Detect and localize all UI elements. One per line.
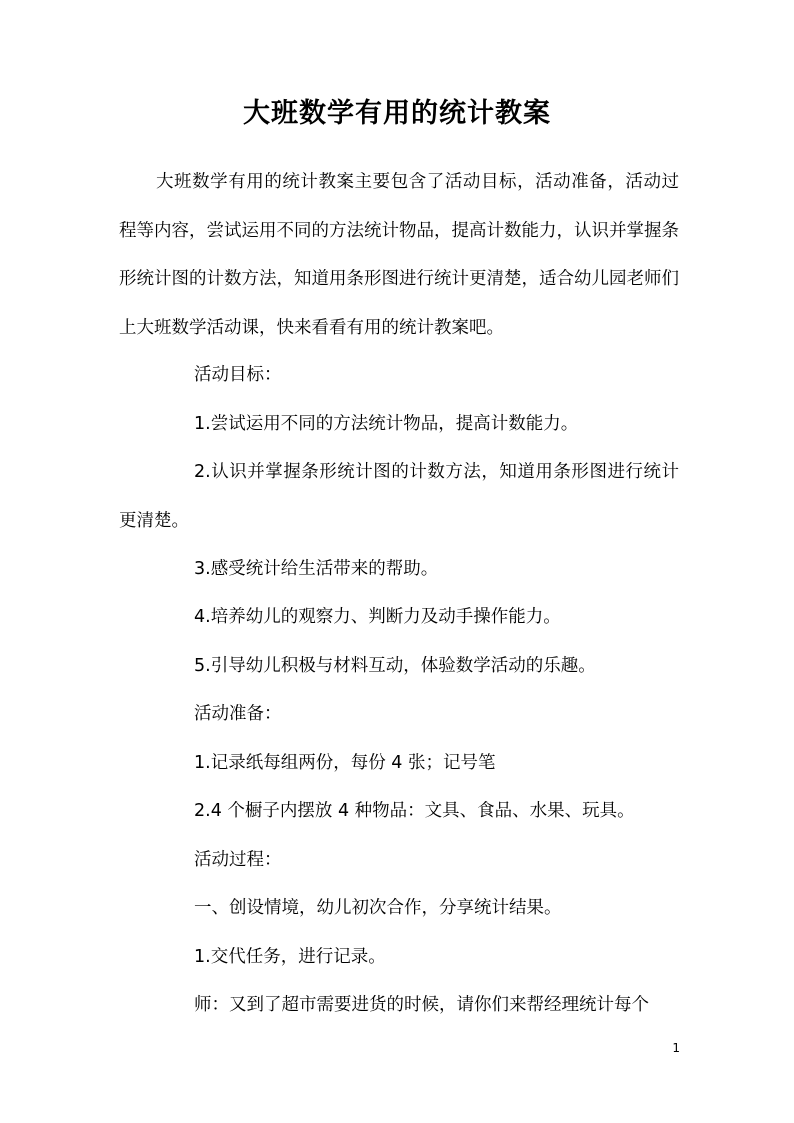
process-section-1: 一、创设情境，幼儿初次合作，分享统计结果。 (194, 898, 562, 918)
document-title: 大班数学有用的统计教案 (243, 98, 551, 129)
goal-item-4: 4.培养幼儿的观察力、判断力及动手操作能力。 (194, 607, 561, 627)
page-number: 1 (672, 1041, 680, 1055)
prep-item-1: 1.记录纸每组两份，每份 4 张；记号笔 (194, 753, 496, 773)
goals-heading: 活动目标： (194, 365, 282, 385)
prep-heading: 活动准备： (194, 704, 282, 724)
process-step-1: 1.交代任务，进行记录。 (194, 947, 386, 967)
intro-paragraph: 大班数学有用的统计教案主要包含了活动目标，活动准备，活动过程等内容，尝试运用不同的方法统计物品，提高计数能力，认识并掌握条形统计图的计数方法，知道用条形图进行统计更清楚，适合幼儿园老师们上大班数学活动课，快来看看有用的统计教案吧。 (119, 172, 679, 338)
goal-item-2: 2.认识并掌握条形统计图的计数方法，知道用条形图进行统计更清楚。 (119, 462, 679, 531)
teacher-dialogue-line: 师：又到了超市需要进货的时候，请你们来帮经理统计每个 (194, 995, 649, 1015)
process-heading: 活动过程： (194, 850, 282, 870)
goal-item-5: 5.引导幼儿积极与材料互动，体验数学活动的乐趣。 (194, 656, 596, 676)
prep-item-2: 2.4 个橱子内摆放 4 种物品：文具、食品、水果、玩具。 (194, 801, 635, 821)
goal-item-3: 3.感受统计给生活带来的帮助。 (194, 559, 439, 579)
goal-item-1: 1.尝试运用不同的方法统计物品，提高计数能力。 (194, 414, 579, 434)
